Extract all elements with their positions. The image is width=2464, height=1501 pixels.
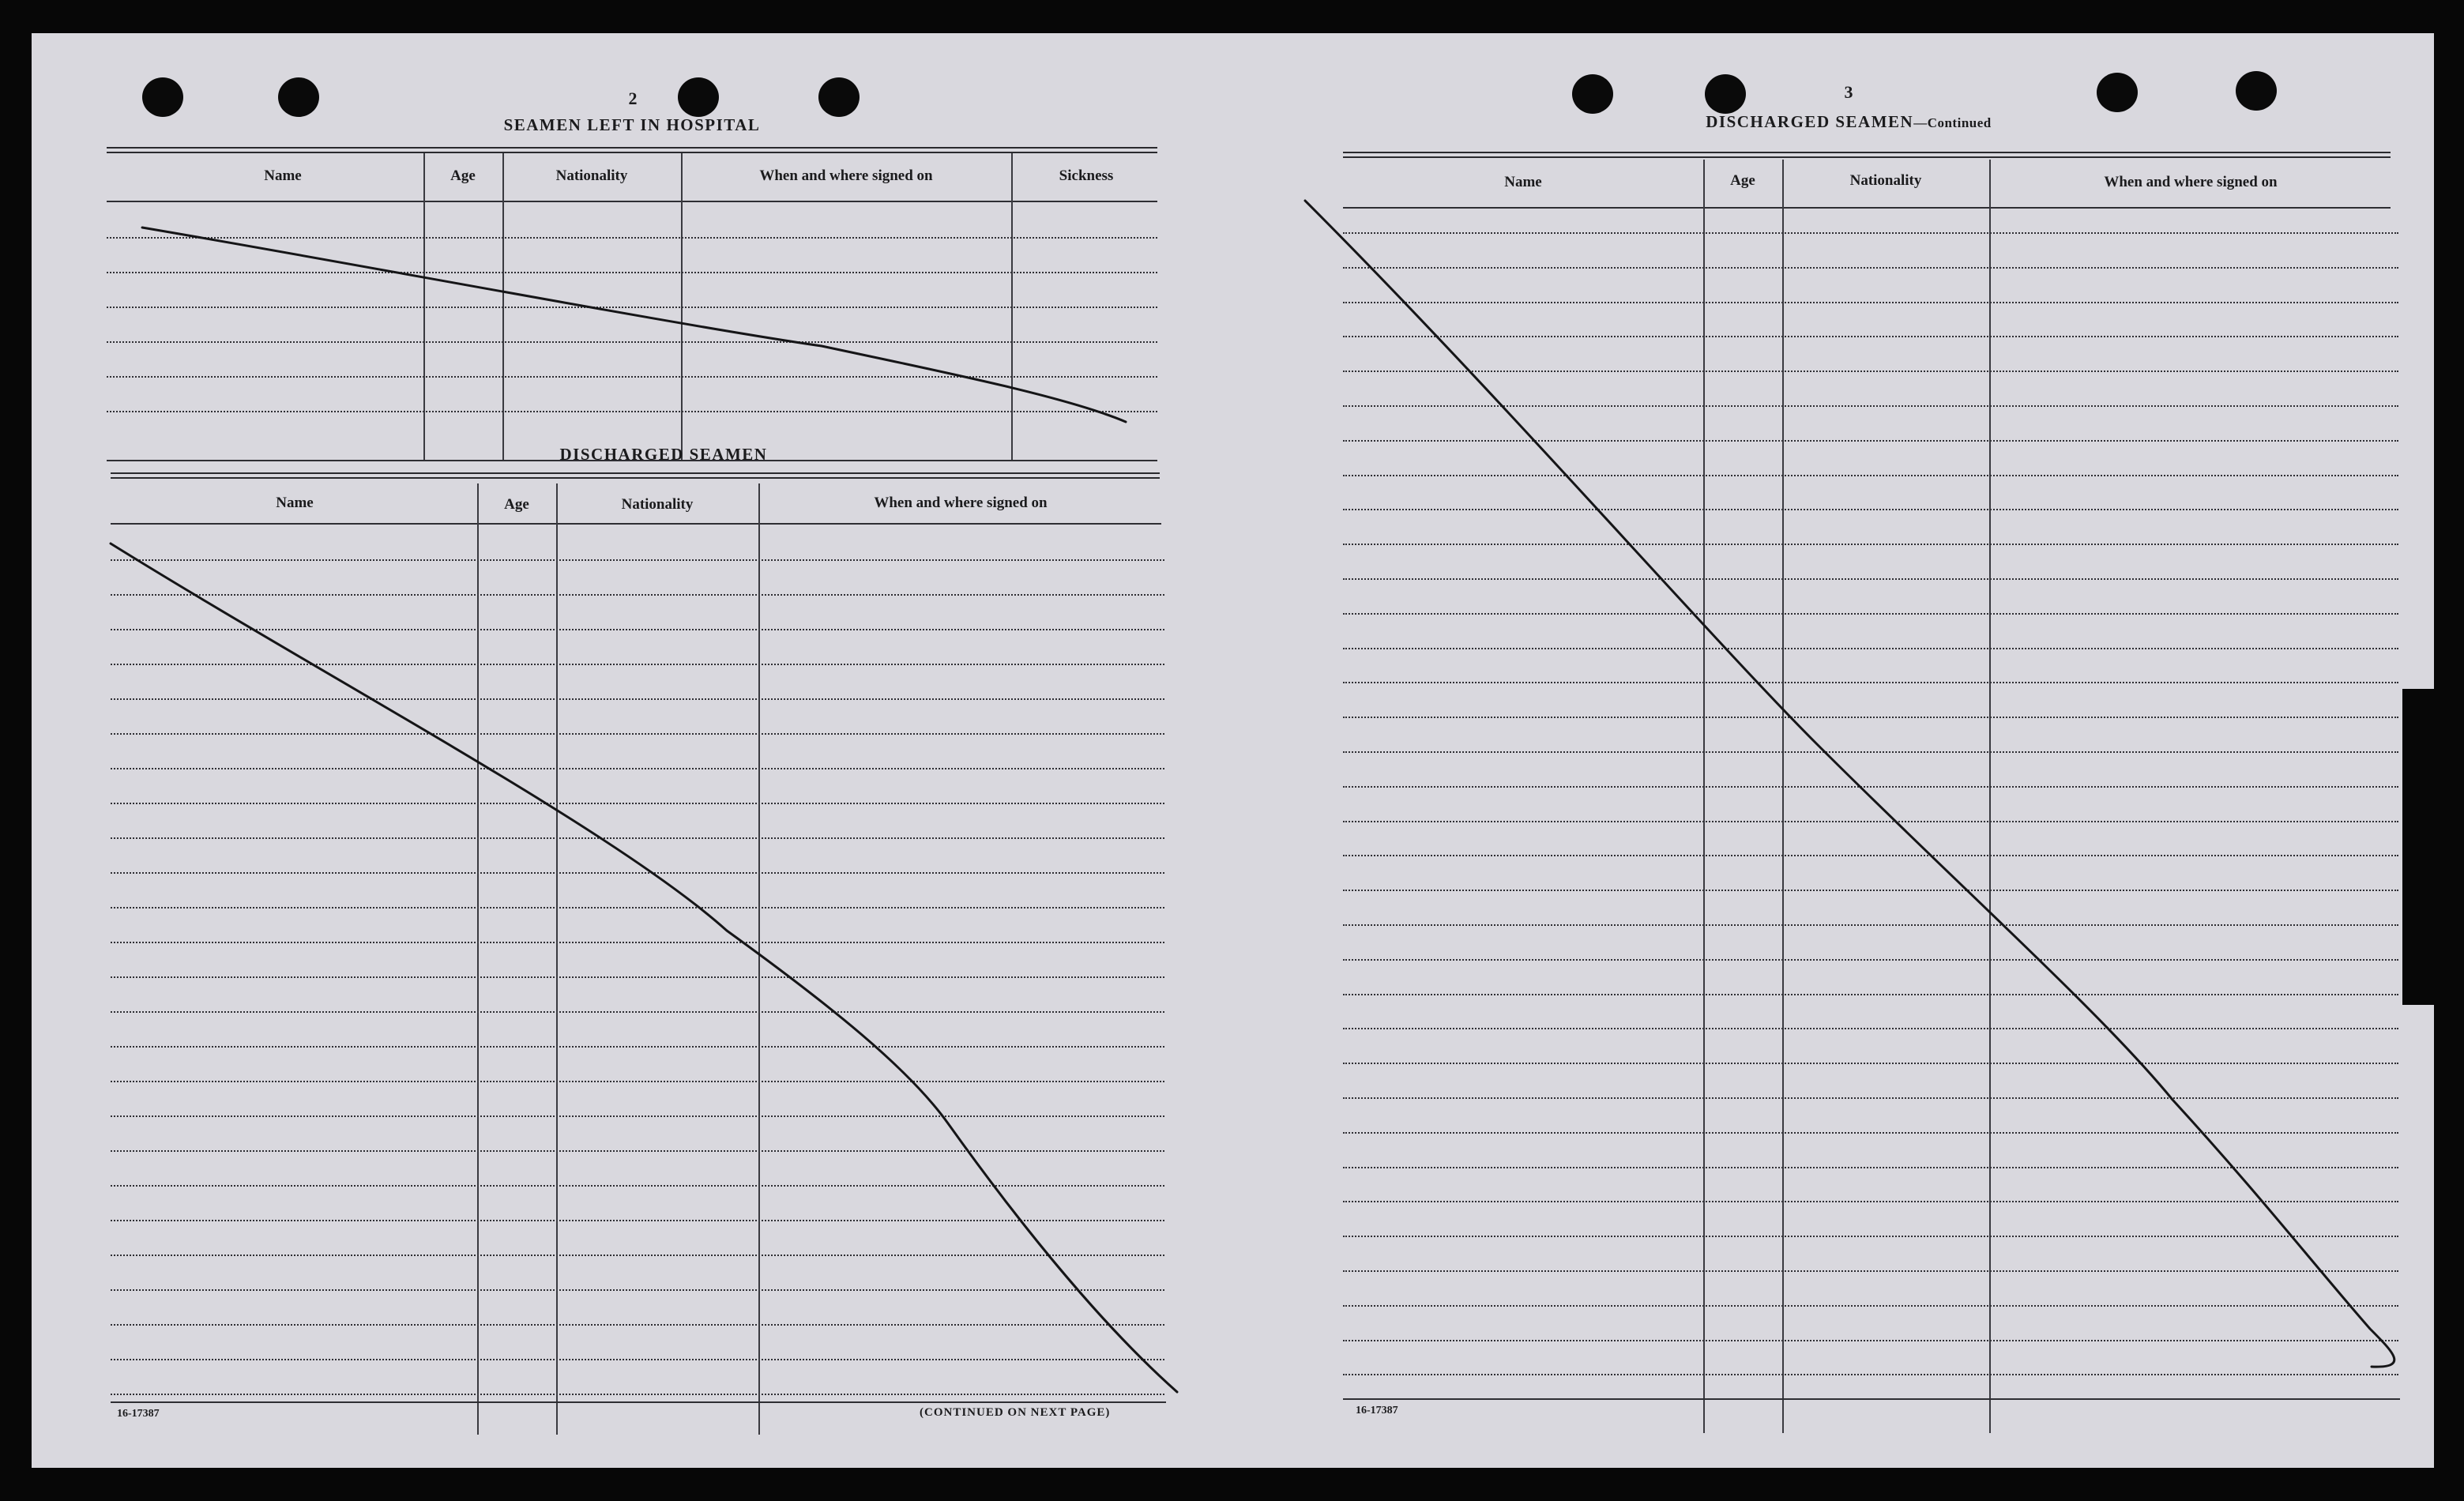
discharged-continued-title-text: DISCHARGED SEAMEN	[1706, 112, 1914, 131]
column-header-nationality: Nationality	[1849, 172, 1922, 189]
column-header-age: Age	[504, 496, 529, 513]
column-header-signed-on: When and where signed on	[2104, 174, 2278, 190]
column-header-name: Name	[276, 495, 314, 511]
column-header-age: Age	[1730, 172, 1755, 189]
left-page	[32, 33, 1217, 1468]
ledger-sheet	[32, 33, 2434, 1468]
hospital-strike-line	[142, 228, 1126, 422]
column-header-signed-on: When and where signed on	[759, 167, 933, 184]
column-header-sickness: Sickness	[1059, 167, 1114, 184]
page-number: 3	[1844, 82, 1853, 102]
column-header-signed-on: When and where signed on	[874, 495, 1048, 511]
hospital-section-title: SEAMEN LEFT IN HOSPITAL	[503, 115, 761, 134]
cancellation-strike-lines	[32, 33, 1217, 1468]
column-header-nationality: Nationality	[621, 496, 694, 513]
cancellation-strike-lines	[1264, 33, 2434, 1468]
column-header-name: Name	[264, 167, 302, 184]
column-header-nationality: Nationality	[555, 167, 628, 184]
form-number: 16-17387	[1356, 1405, 1398, 1416]
discharged-continued-strike-line	[1305, 201, 2394, 1367]
continued-note: (CONTINUED ON NEXT PAGE)	[920, 1406, 1111, 1419]
page-number: 2	[628, 88, 638, 108]
column-header-age: Age	[450, 167, 476, 184]
right-page	[1264, 33, 2434, 1468]
continued-suffix: —Continued	[1913, 115, 1992, 130]
column-header-name: Name	[1504, 174, 1542, 190]
discharged-strike-line	[111, 544, 1177, 1392]
form-number: 16-17387	[117, 1408, 160, 1420]
discharged-section-title: DISCHARGED SEAMEN	[559, 445, 768, 464]
